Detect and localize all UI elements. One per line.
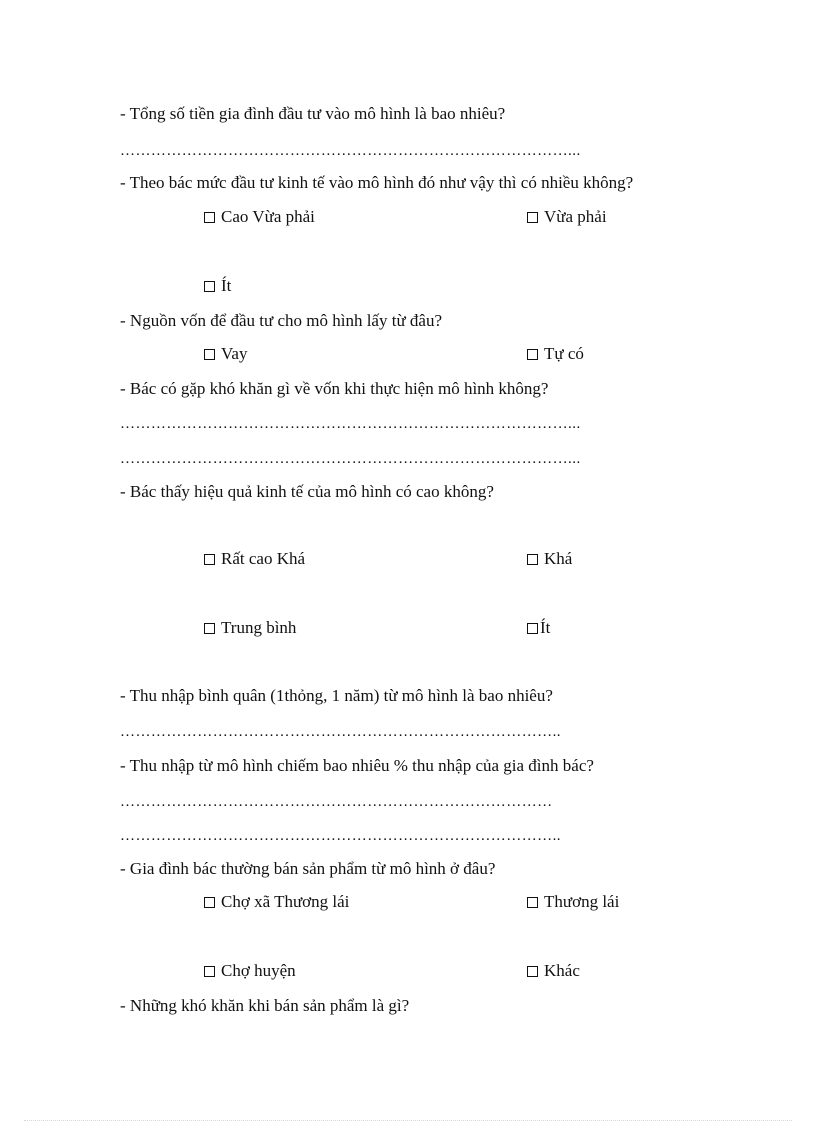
option-label: Chợ xã Thương lái bbox=[221, 892, 350, 911]
checkbox-icon[interactable] bbox=[527, 349, 538, 360]
question-average-income: - Thu nhập bình quân (1thỏng, 1 năm) từ mô hình là bao nhiêu? bbox=[120, 686, 553, 705]
checkbox-icon[interactable] bbox=[527, 212, 538, 223]
option-label: Khác bbox=[544, 961, 580, 980]
option-loan[interactable] bbox=[204, 344, 247, 364]
answer-line[interactable]: ……………………………………………………………………………... bbox=[120, 143, 581, 159]
option-label: Chợ huyện bbox=[221, 961, 296, 980]
option-label: Trung bình bbox=[221, 618, 297, 637]
checkbox-icon[interactable] bbox=[204, 623, 215, 634]
option-label: Thương lái bbox=[544, 892, 620, 911]
checkbox-icon[interactable] bbox=[527, 554, 538, 565]
checkbox-icon[interactable] bbox=[204, 349, 215, 360]
option-label: Rất cao Khá bbox=[221, 549, 306, 568]
checkbox-icon[interactable] bbox=[204, 897, 215, 908]
page-bottom-divider bbox=[24, 1120, 792, 1121]
checkbox-icon[interactable] bbox=[527, 623, 538, 634]
checkbox-icon[interactable] bbox=[204, 212, 215, 223]
option-label: Khá bbox=[544, 549, 573, 568]
option-self-funded[interactable] bbox=[527, 344, 584, 364]
question-investment-level: - Theo bác mức đầu tư kinh tế vào mô hình đó như vậy thì có nhiều không? bbox=[120, 173, 634, 192]
option-moderate[interactable] bbox=[527, 207, 607, 227]
option-fair[interactable] bbox=[527, 549, 572, 569]
checkbox-icon[interactable] bbox=[204, 966, 215, 977]
option-average[interactable] bbox=[204, 618, 296, 638]
question-capital-difficulty: - Bác có gặp khó khăn gì về vốn khi thực hiện mô hình không? bbox=[120, 379, 549, 398]
answer-line[interactable]: ……………………………………………………………………………... bbox=[120, 451, 581, 467]
question-capital-source: - Nguồn vốn để đầu tư cho mô hình lấy từ đâu? bbox=[120, 311, 443, 330]
answer-line[interactable]: ………………………………………………………………………….. bbox=[120, 724, 561, 740]
option-label: Ít bbox=[540, 618, 551, 637]
checkbox-icon[interactable] bbox=[527, 966, 538, 977]
option-label: Tự có bbox=[544, 344, 584, 363]
option-label: Vừa phải bbox=[544, 207, 607, 226]
answer-line[interactable]: ………………………………………………………………………… bbox=[120, 794, 553, 810]
answer-line[interactable]: ………………………………………………………………………….. bbox=[120, 828, 561, 844]
option-district-market[interactable] bbox=[204, 961, 296, 981]
option-trader[interactable] bbox=[527, 892, 619, 912]
option-label: Ít bbox=[221, 276, 232, 295]
checkbox-icon[interactable] bbox=[527, 897, 538, 908]
option-low[interactable] bbox=[527, 618, 550, 638]
checkbox-icon[interactable] bbox=[204, 554, 215, 565]
option-little[interactable] bbox=[204, 276, 231, 296]
question-total-investment: - Tổng số tiền gia đình đầu tư vào mô hình là bao nhiêu? bbox=[120, 104, 506, 123]
checkbox-icon[interactable] bbox=[204, 281, 215, 292]
option-very-high-fair[interactable] bbox=[204, 549, 305, 569]
option-label: Vay bbox=[221, 344, 248, 363]
question-sales-difficulties: - Những khó khăn khi bán sản phẩm là gì? bbox=[120, 996, 410, 1015]
question-income-share: - Thu nhập từ mô hình chiếm bao nhiêu % thu nhập của gia đình bác? bbox=[120, 756, 594, 775]
option-other[interactable] bbox=[527, 961, 580, 981]
answer-line[interactable]: ……………………………………………………………………………... bbox=[120, 416, 581, 432]
question-sales-place: - Gia đình bác thường bán sản phẩm từ mô hình ở đâu? bbox=[120, 859, 496, 878]
question-economic-efficiency: - Bác thấy hiệu quả kinh tế của mô hình có cao không? bbox=[120, 482, 494, 501]
option-high-moderate[interactable] bbox=[204, 207, 315, 227]
option-commune-market-trader[interactable] bbox=[204, 892, 349, 912]
option-label: Cao Vừa phải bbox=[221, 207, 315, 226]
